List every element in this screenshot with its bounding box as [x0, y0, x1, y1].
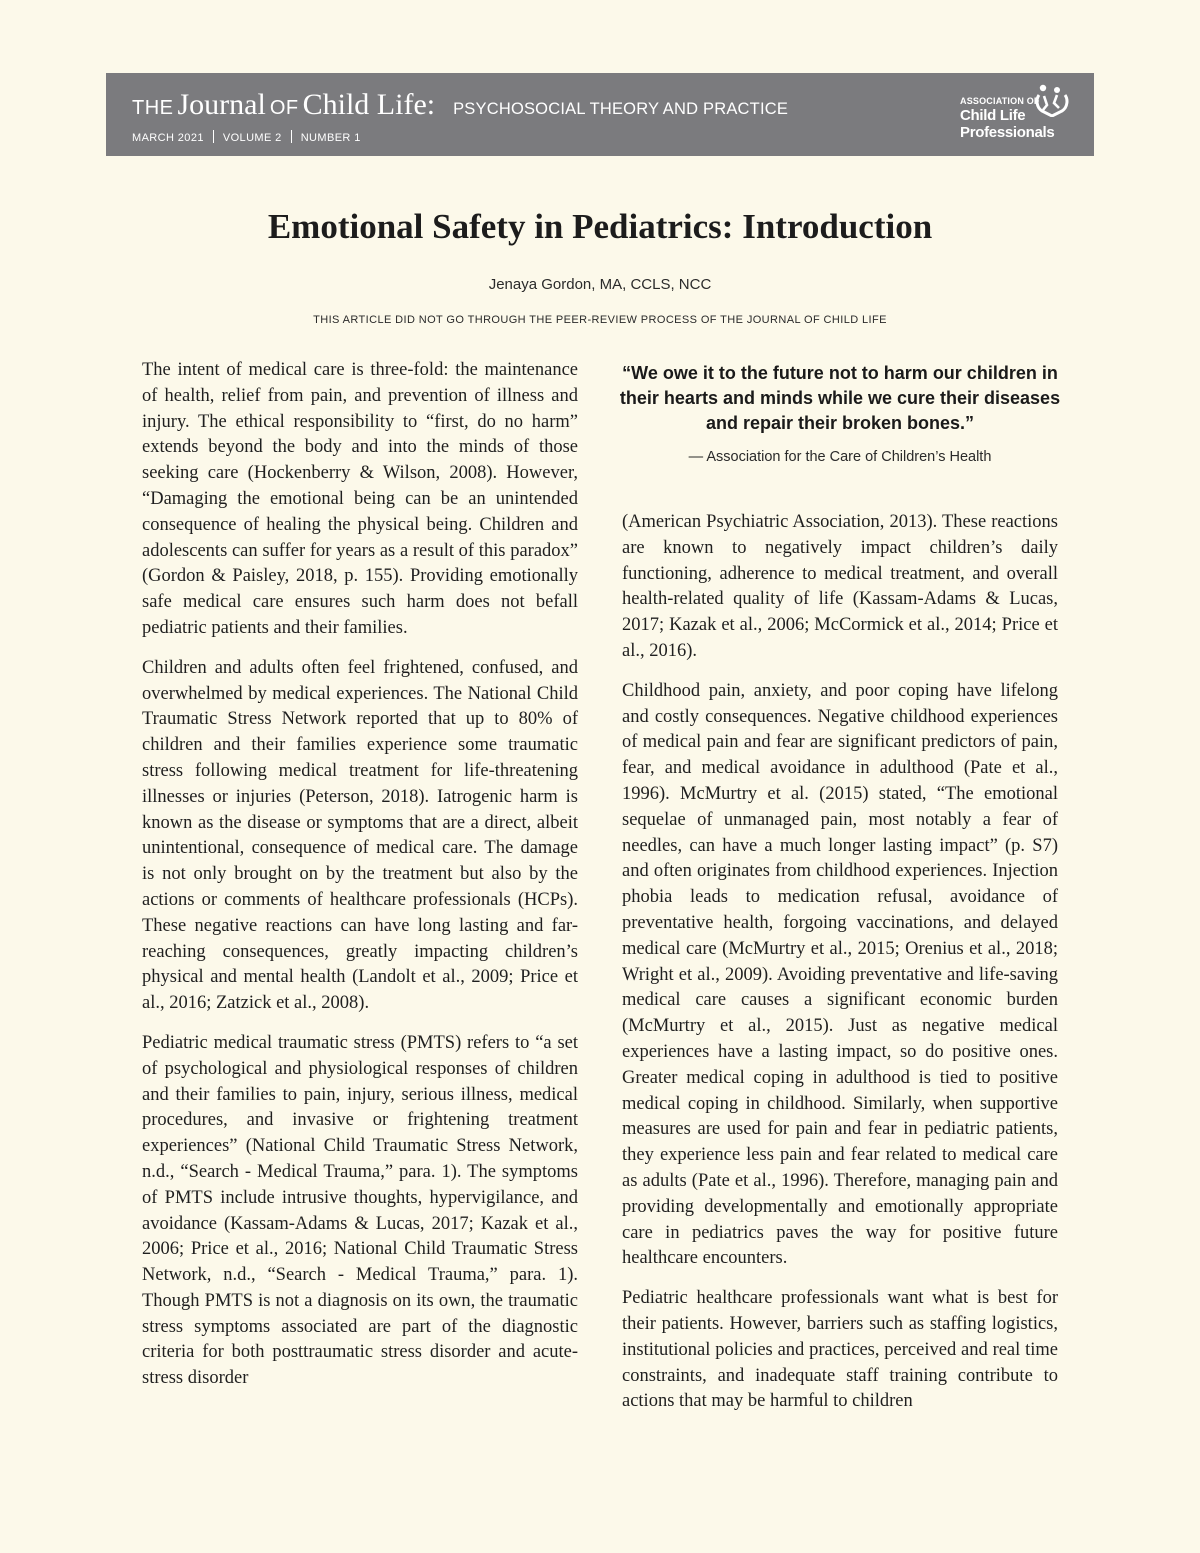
issue-volume: VOLUME 2 — [222, 132, 282, 144]
logo-line-child-life: Child Life — [960, 107, 1026, 124]
aclp-logo — [960, 83, 1070, 145]
article-title: Emotional Safety in Pediatrics: Introduction — [267, 207, 933, 246]
body-paragraph: (American Psychiatric Association, 2013). These reactions are known to negatively impact children’s daily functioning, adherence to medical treatment, and overall health-related quality of life (Kassam-Adams & Lucas, 2017; Kazak et al., 2006; McCormick et al., 2014; Price et al., 2016). — [622, 512, 1058, 661]
pull-quote: “We owe it to the future not to harm our children in their hearts and minds while we cure their diseases and repair their broken bones.” — [619, 363, 1061, 433]
left-column — [142, 358, 578, 1406]
journal-title-of: OF — [269, 97, 299, 119]
body-paragraph: The intent of medical care is three-fold: the maintenance of health, relief from pain, and prevention of illness and injury. The ethical responsibility to “first, do no harm” extends beyond the body and into the minds of those seeking care (Hockenberry & Wilson, 2008). However, “Damaging the emotional being can be an unintended consequence of healing the physical being. Children and adolescents can suffer for years as a result of this paradox” (Gordon & Paisley, 2018, p. 155). Providing emotionally safe medical care ensures such harm does not befall pediatric patients and their families. — [142, 360, 578, 638]
body-paragraph: Pediatric healthcare professionals want what is best for their patients. However, barriers such as staffing logistics, institutional policies and practices, perceived and real time constraints, and inadequate staff training contribute to actions that may be harmful to children — [622, 1288, 1058, 1412]
journal-banner — [106, 73, 1094, 156]
issue-info — [132, 130, 361, 144]
peer-review-notice: THIS ARTICLE DID NOT GO THROUGH THE PEER-REVIEW PROCESS OF THE JOURNAL OF CHILD LIFE — [313, 314, 887, 326]
issue-separator — [291, 130, 292, 143]
issue-separator — [213, 130, 214, 143]
body-paragraph: Children and adults often feel frightened, confused, and overwhelmed by medical experiences. The National Child Traumatic Stress Network reported that up to 80% of children and their families experience some traumatic stress following medical treatment for life-threatening illnesses or injuries (Peterson, 2018). Iatrogenic harm is known as the disease or symptoms that are a direct, albeit unintentional, consequence of medical care. The damage is not only brought on by the treatment but also by the actions or comments of healthcare professionals (HCPs). These negative reactions can have long lasting and far-reaching consequences, greatly impacting children’s physical and mental health (Landolt et al., 2009; Price et al., 2016; Zatzick et al., 2008). — [142, 657, 578, 1014]
journal-subtitle: PSYCHOSOCIAL THEORY AND PRACTICE — [453, 100, 789, 118]
family-heart-icon — [1034, 83, 1070, 117]
body-paragraph: Childhood pain, anxiety, and poor coping have lifelong and costly consequences. Negative childhood experiences of medical pain and fear are significant predictors of pain, fear, and medical avoidance in adulthood (Pate et al., 1996). McMurtry et al. (2015) stated, “The emotional sequelae of unmanaged pain, most notably a fear of needles, can have a much longer lasting impact” (p. S7) and often originates from childhood experiences. Injection phobia leads to medication refusal, avoidance of preventative health, forgoing vaccinations, and delayed medical care (McMurtry et al., 2015; Orenius et al., 2018; Wright et al., 2009). Avoiding preventative and life-saving medical care causes a significant economic burden (McMurtry et al., 2015). Just as negative medical experiences have a lasting impact, so do positive ones. Greater medical coping in adulthood is tied to positive medical coping in childhood. Similarly, when supportive measures are used for pain and fear in pediatric patients, they experience less pain and fear related to medical care as adults (Pate et al., 1996). Therefore, managing pain and providing developmentally and emotionally appropriate care in pediatrics paves the way for positive future healthcare encounters. — [622, 680, 1058, 1269]
body-paragraph: Pediatric medical traumatic stress (PMTS) refers to “a set of psychological and physiological responses of children and their families to pain, injury, serious illness, medical procedures, and invasive or frightening treatment experiences” (National Child Traumatic Stress Network, n.d., “Search - Medical Trauma,” para. 1). The symptoms of PMTS include intrusive thoughts, hypervigilance, and avoidance (Kassam-Adams & Lucas, 2017; Kazak et al., 2006; Price et al., 2016; National Child Traumatic Stress Network, n.d., “Search - Medical Trauma,” para. 1). Though PMTS is not a diagnosis on its own, the traumatic stress symptoms associated are part of the diagnostic criteria for both posttraumatic stress disorder and acute-stress disorder — [142, 1032, 578, 1389]
journal-title-journal: Journal — [177, 88, 266, 121]
journal-title — [132, 88, 788, 122]
pull-quote-attribution: — Association for the Care of Children’s Health — [688, 449, 992, 465]
logo-line-professionals: Professionals — [960, 124, 1055, 141]
journal-title-child-life: Child Life: — [302, 88, 436, 121]
issue-date: MARCH 2021 — [132, 132, 204, 144]
article-author: Jenaya Gordon, MA, CCLS, NCC — [488, 276, 712, 293]
right-column — [622, 510, 1058, 1429]
journal-title-the: THE — [132, 97, 174, 119]
logo-line-association: ASSOCIATION OF — [960, 96, 1040, 106]
issue-number: NUMBER 1 — [300, 132, 361, 144]
